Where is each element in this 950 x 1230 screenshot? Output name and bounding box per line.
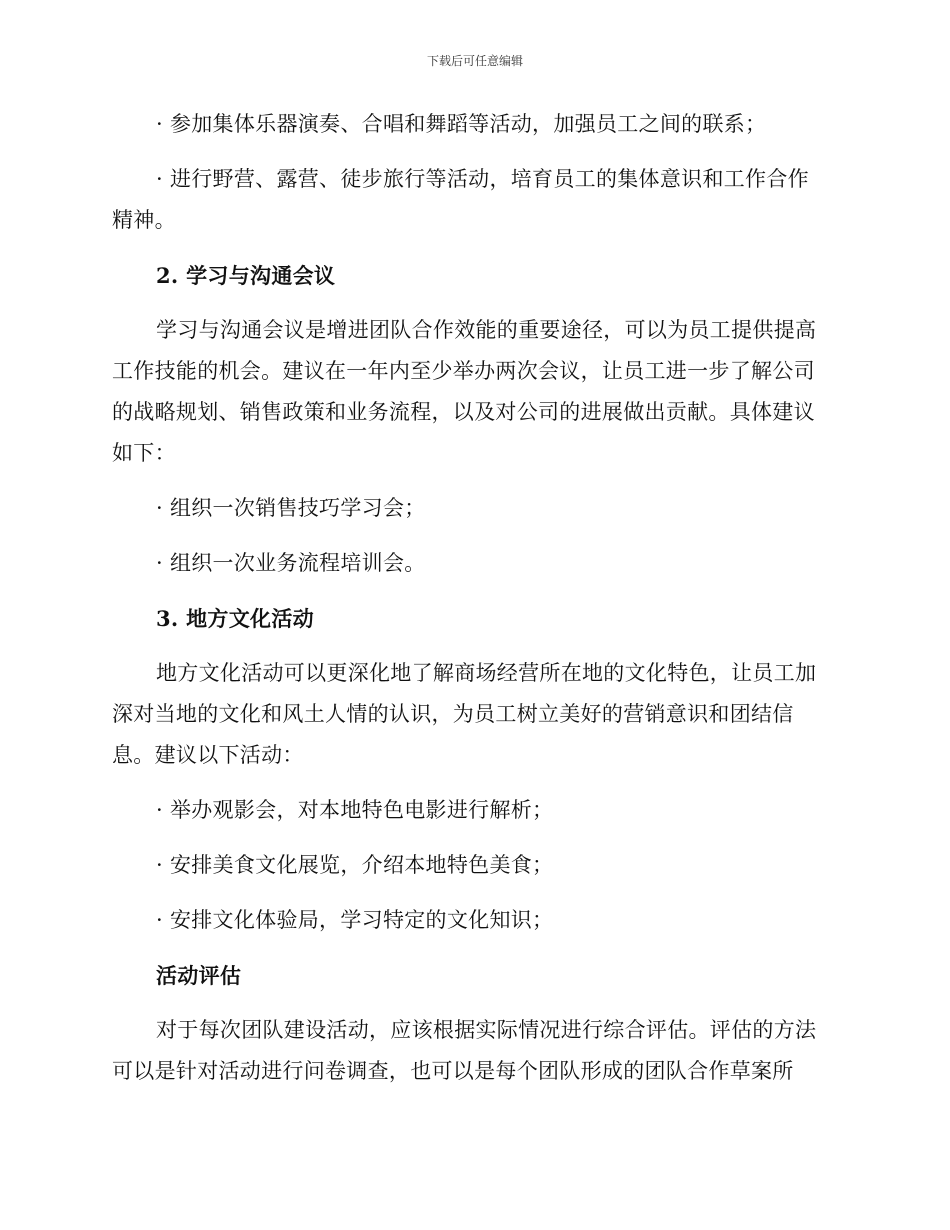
page-header: 下载后可任意编辑 (426, 54, 523, 68)
paragraph-line: 可以是针对活动进行问卷调查，也可以是每个团队形成的团队合作草案所 (112, 1059, 794, 1083)
bullet-item: · 举办观影会，对本地特色电影进行解析； (156, 798, 554, 822)
paragraph-line: 深对当地的文化和风土人情的认识，为员工树立美好的营销意识和团结信 (112, 702, 794, 726)
bullet-item: · 组织一次销售技巧学习会； (156, 496, 426, 520)
bullet-continuation: 精神。 (112, 208, 176, 232)
paragraph-line: 工作技能的机会。建议在一年内至少举办两次会议，让员工进一步了解公司 (112, 359, 815, 383)
paragraph-line: 的战略规划、销售政策和业务流程，以及对公司的进展做出贡献。具体建议 (112, 400, 815, 424)
paragraph-line: 如下： (112, 441, 176, 465)
section-heading: 活动评估 (156, 963, 242, 988)
bullet-item: · 组织一次业务流程培训会。 (156, 551, 426, 575)
section-heading: 3. 地方文化活动 (156, 606, 314, 631)
paragraph-line: 学习与沟通会议是增进团队合作效能的重要途径，可以为员工提供提高 (156, 318, 817, 342)
bullet-item: · 安排文化体验局，学习特定的文化知识； (156, 908, 554, 932)
paragraph-line: 地方文化活动可以更深化地了解商场经营所在地的文化特色，让员工加 (156, 661, 817, 685)
section-heading: 2. 学习与沟通会议 (156, 263, 336, 288)
document-body (112, 104, 836, 1092)
paragraph-line: 息。建议以下活动： (112, 743, 304, 767)
bullet-item: · 参加集体乐器演奏、合唱和舞蹈等活动，加强员工之间的联系； (156, 112, 767, 136)
paragraph-line: 对于每次团队建设活动，应该根据实际情况进行综合评估。评估的方法 (156, 1018, 817, 1042)
bullet-item: · 进行野营、露营、徒步旅行等活动，培育员工的集体意识和工作合作 (156, 167, 809, 191)
bullet-item: · 安排美食文化展览，介绍本地特色美食； (156, 853, 554, 877)
